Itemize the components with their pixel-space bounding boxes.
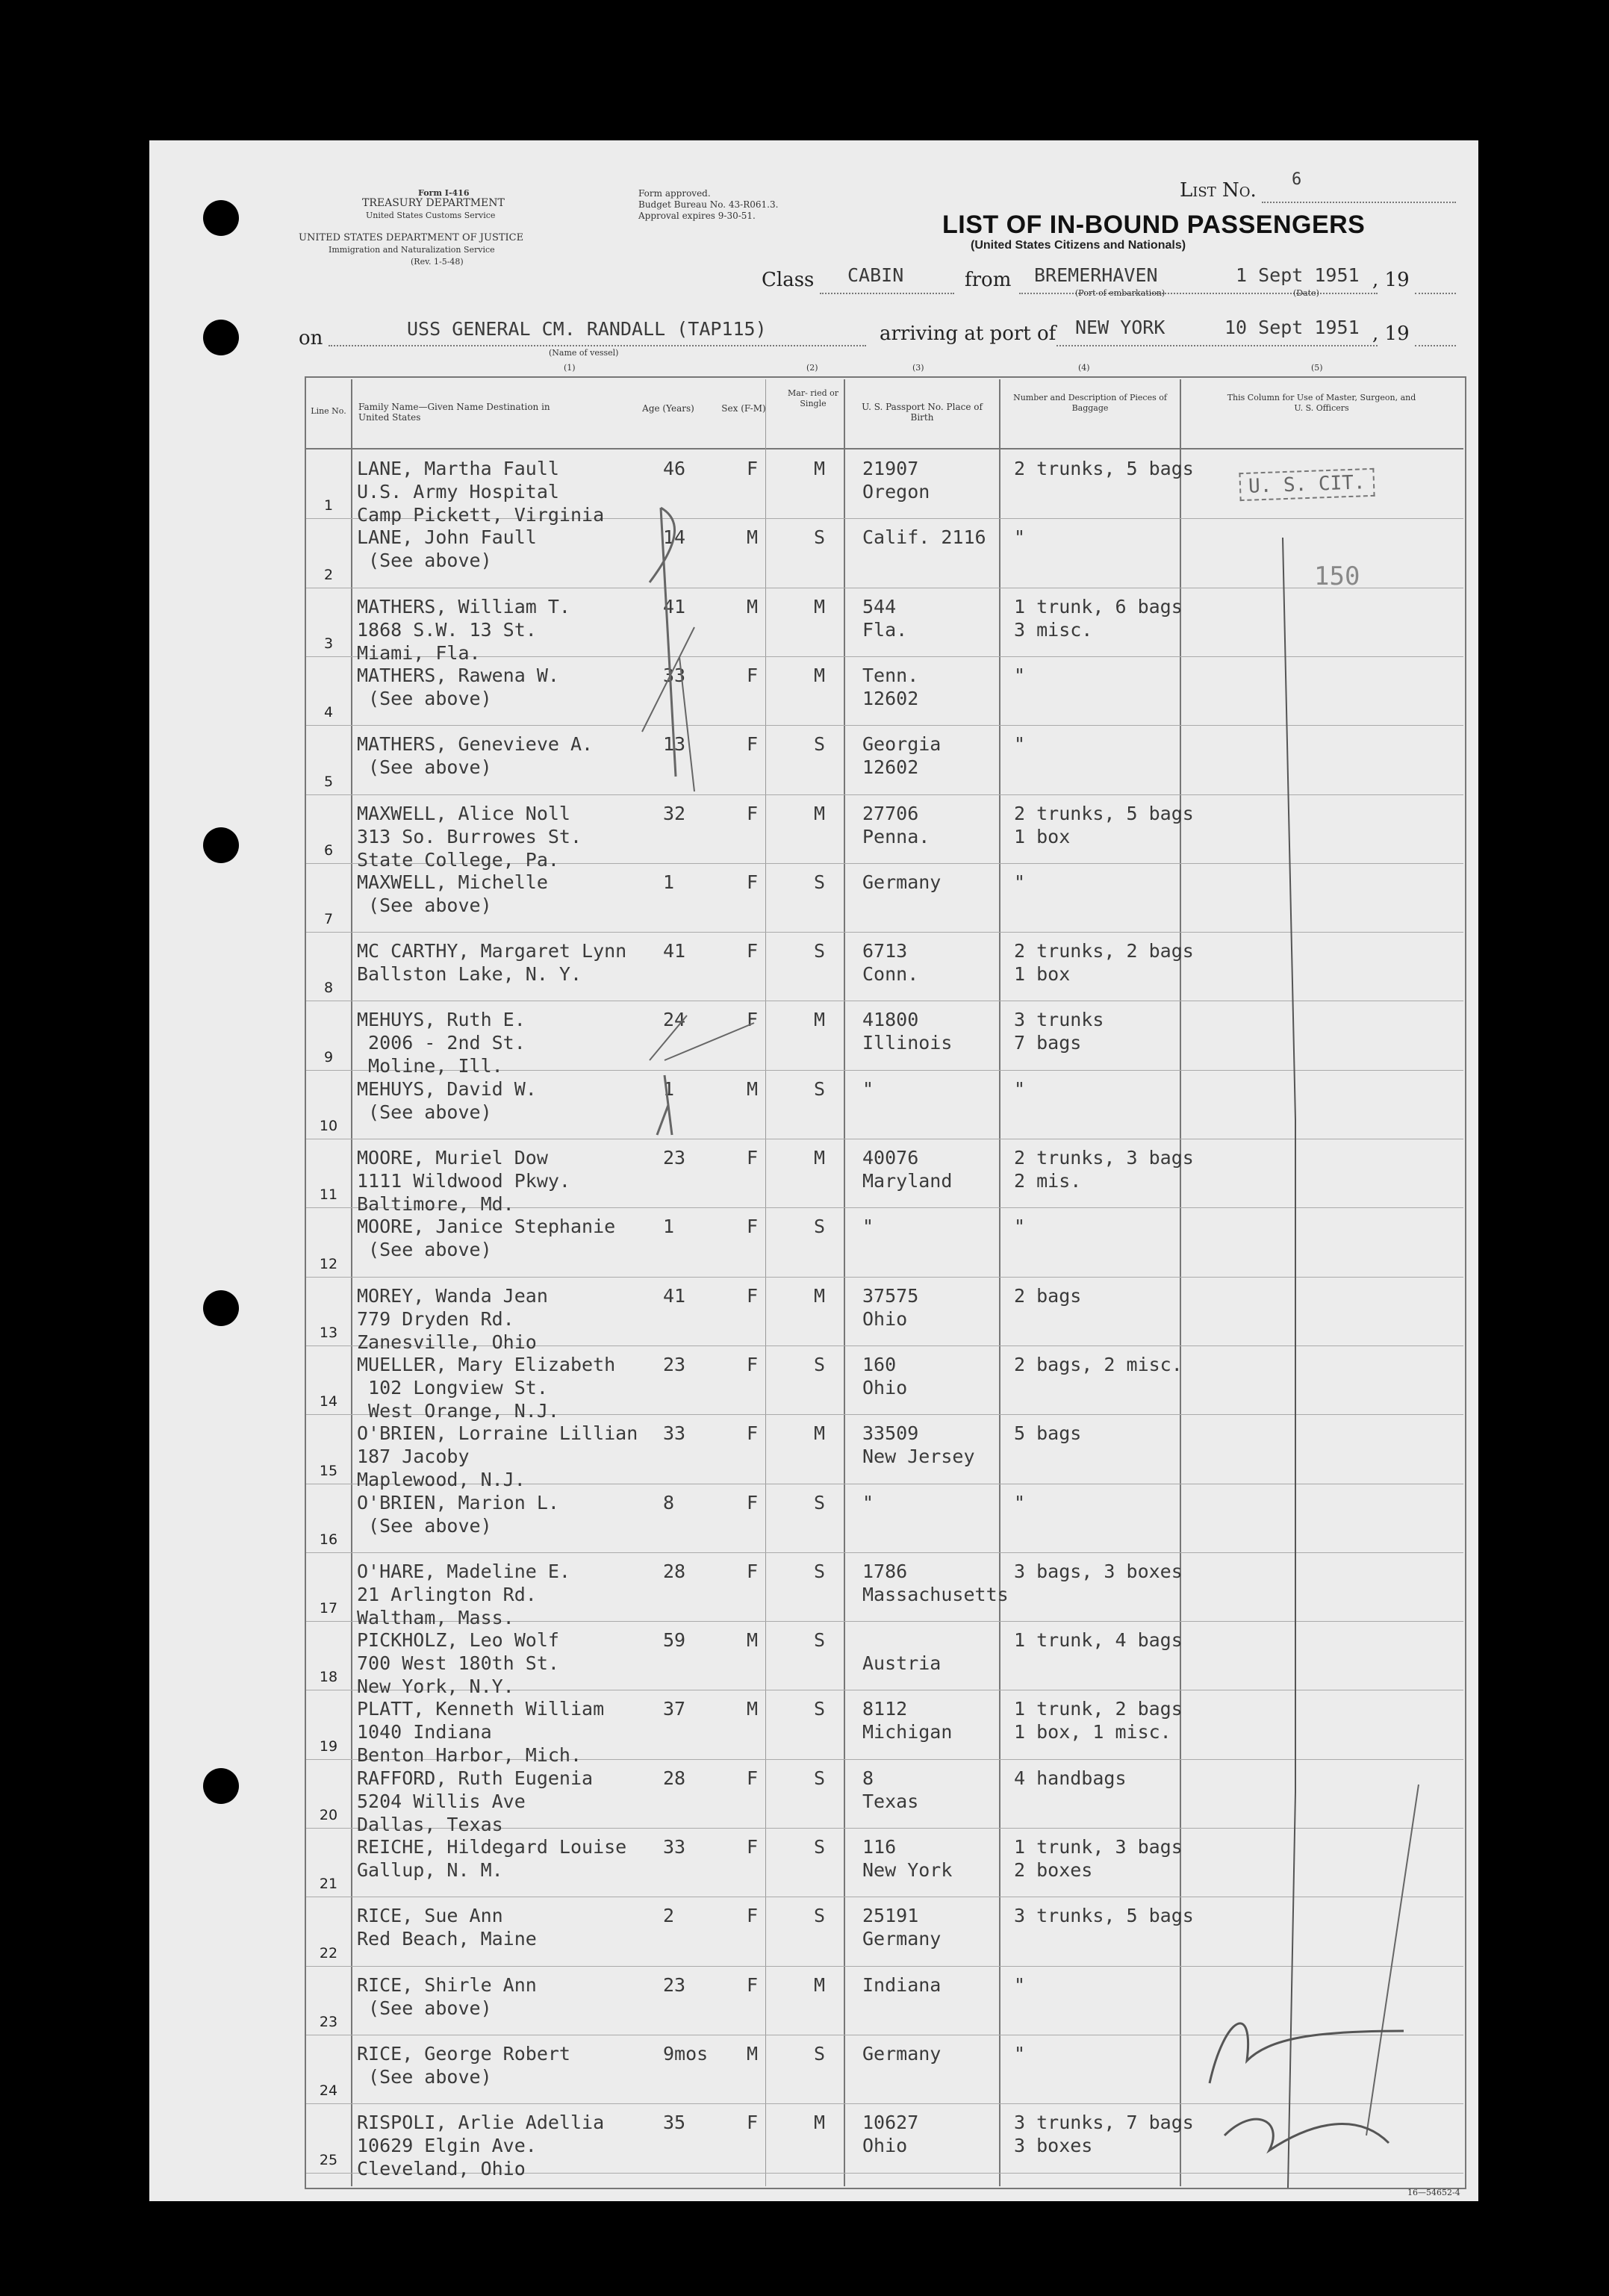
baggage-description: 2 trunks, 5 bags 1 box [1014, 802, 1194, 847]
passenger-name-destination: RAFFORD, Ruth Eugenia 5204 Willis Ave Dallas, Texas [357, 1767, 594, 1835]
column-rule [351, 379, 352, 2186]
embarkation-caption: (Port of embarkation) [1075, 288, 1165, 298]
passenger-sex: F [747, 1491, 759, 1513]
list-number: 6 [1292, 170, 1302, 189]
line-number: 3 [323, 635, 334, 652]
passenger-age: 33 [663, 664, 686, 686]
page-title: LIST OF IN-BOUND PASSENGERS [942, 211, 1366, 239]
dept-justice: UNITED STATES DEPARTMENT OF JUSTICE [299, 232, 524, 243]
from-label: from [965, 269, 1012, 291]
passport-birthplace: 160 Ohio [862, 1353, 908, 1399]
marital-status: M [814, 664, 826, 686]
row-separator [306, 1966, 1463, 1967]
punch-hole [203, 320, 239, 355]
passport-birthplace: 27706 Penna. [862, 802, 930, 847]
line-number: 18 [319, 1669, 338, 1686]
year-suffix: , 19 [1372, 269, 1410, 291]
marital-status: S [814, 1836, 826, 1858]
marital-status: M [814, 802, 826, 824]
from-port: BREMERHAVEN [1034, 264, 1158, 286]
row-separator [306, 932, 1463, 933]
col-header-name: Family Name—Given Name Destination in United States [358, 402, 550, 423]
date-caption: (Date) [1293, 288, 1319, 298]
citizen-stamp: U. S. CIT. [1239, 468, 1375, 501]
marital-status: S [814, 1698, 826, 1720]
passport-birthplace: " [862, 1077, 874, 1100]
punch-hole [203, 1290, 239, 1326]
port-line [1056, 345, 1378, 346]
passenger-sex: F [747, 1836, 759, 1858]
baggage-description: 5 bags [1014, 1422, 1082, 1445]
passenger-name-destination: MATHERS, Genevieve A. (See above) [357, 733, 594, 779]
passport-birthplace: 8112 Michigan [862, 1698, 953, 1743]
marital-status: S [814, 526, 826, 549]
passport-birthplace: 116 New York [862, 1836, 953, 1881]
passport-birthplace: Austria [862, 1652, 942, 1675]
passenger-age: 13 [663, 733, 686, 756]
passport-birthplace: Indiana [862, 1973, 942, 1996]
passport-birthplace: 33509 New Jersey [862, 1422, 975, 1468]
baggage-description: 2 trunks, 3 bags 2 mis. [1014, 1147, 1194, 1192]
arriving-label: arriving at port of [880, 323, 1056, 345]
marital-status: S [814, 1216, 826, 1238]
col-header-passport: U. S. Passport No. Place of Birth [862, 402, 983, 423]
line-number: 23 [319, 2013, 338, 2030]
approval-line: Budget Bureau No. 43-R061.3. [638, 199, 779, 210]
passenger-age: 14 [663, 526, 686, 549]
baggage-description: 2 bags, 2 misc. [1014, 1353, 1183, 1375]
baggage-description: " [1014, 1491, 1026, 1513]
line-number: 21 [319, 1876, 338, 1893]
footer-code: 16—54652-4 [1407, 2188, 1460, 2197]
passenger-sex: M [747, 595, 759, 617]
passenger-name-destination: O'BRIEN, Lorraine Lillian 187 Jacoby Maplewood, N.J. [357, 1422, 638, 1491]
row-separator [306, 1277, 1463, 1278]
line-number: 7 [323, 911, 334, 928]
marital-status: M [814, 1284, 826, 1307]
marital-status: M [814, 1973, 826, 1996]
passenger-sex: F [747, 733, 759, 756]
year-suffix-2: , 19 [1372, 323, 1410, 345]
passenger-sex: F [747, 1009, 759, 1031]
passport-birthplace: " [862, 1491, 874, 1513]
passenger-age: 9mos [663, 2042, 709, 2065]
passport-birthplace: 25191 Germany [862, 1905, 942, 1950]
passenger-name-destination: MATHERS, William T. 1868 S.W. 13 St. Miami, Fla. [357, 595, 570, 664]
from-line [1019, 293, 1378, 294]
passport-birthplace: 8 Texas [862, 1767, 919, 1812]
passport-birthplace: 10627 Ohio [862, 2112, 919, 2157]
baggage-description: " [1014, 1973, 1026, 1996]
marital-status: S [814, 1767, 826, 1789]
class-line [820, 293, 954, 294]
list-number-line [1262, 202, 1456, 203]
passenger-sex: F [747, 1353, 759, 1375]
passenger-age: 37 [663, 1698, 686, 1720]
marital-status: M [814, 458, 826, 479]
baggage-description: " [1014, 871, 1026, 893]
baggage-description: 4 handbags [1014, 1767, 1127, 1789]
col-header-line: Line No. [311, 406, 346, 416]
passenger-age: 24 [663, 1009, 686, 1031]
column-number: (4) [1078, 363, 1090, 373]
column-rule [999, 379, 1000, 2186]
passenger-sex: M [747, 526, 759, 549]
baggage-description: " [1014, 733, 1026, 756]
baggage-description: 1 trunk, 4 bags [1014, 1629, 1183, 1652]
passenger-name-destination: MEHUYS, David W. (See above) [357, 1077, 537, 1123]
passenger-name-destination: RISPOLI, Arlie Adellia 10629 Elgin Ave. Cleveland, Ohio [357, 2112, 605, 2180]
passport-birthplace: 21907 Oregon [862, 458, 930, 503]
passport-birthplace: 6713 Conn. [862, 940, 919, 986]
year-line [1415, 293, 1456, 294]
row-separator [306, 1552, 1463, 1553]
line-number: 14 [319, 1393, 338, 1410]
line-number: 24 [319, 2082, 338, 2100]
passport-birthplace: 37575 Ohio [862, 1284, 919, 1330]
line-number: 10 [319, 1118, 338, 1134]
approval-line: Form approved. [638, 188, 711, 199]
line-number: 2 [323, 566, 334, 583]
passenger-age: 35 [663, 2112, 686, 2134]
class-label: Class [762, 269, 815, 291]
passenger-sex: M [747, 1629, 759, 1652]
line-number: 4 [323, 704, 334, 721]
line-number: 16 [319, 1531, 338, 1548]
passport-birthplace: 544 Fla. [862, 595, 908, 641]
passenger-name-destination: PICKHOLZ, Leo Wolf 700 West 180th St. New York, N.Y. [357, 1629, 559, 1698]
passenger-name-destination: MAXWELL, Alice Noll 313 So. Burrowes St. State College, Pa. [357, 802, 582, 871]
marital-status: S [814, 1629, 826, 1652]
passenger-name-destination: O'BRIEN, Marion L. (See above) [357, 1491, 559, 1537]
line-number: 1 [323, 497, 334, 514]
row-separator [306, 794, 1463, 795]
baggage-description: 3 bags, 3 boxes [1014, 1560, 1183, 1582]
passenger-age: 59 [663, 1629, 686, 1652]
marital-status: M [814, 595, 826, 617]
column-number: (3) [912, 363, 924, 373]
vessel-name: USS GENERAL CM. RANDALL (TAP115) [407, 318, 767, 340]
passenger-sex: F [747, 1147, 759, 1169]
passenger-sex: M [747, 2042, 759, 2065]
column-number: (1) [564, 363, 576, 373]
row-separator [306, 725, 1463, 726]
baggage-description: 2 trunks, 2 bags 1 box [1014, 940, 1194, 986]
column-rule [765, 379, 766, 2186]
marital-status: M [814, 1009, 826, 1031]
passport-birthplace: Calif. 2116 [862, 526, 986, 549]
passenger-sex: F [747, 1422, 759, 1445]
passenger-age: 23 [663, 1147, 686, 1169]
baggage-description: " [1014, 1077, 1026, 1100]
column-number: (2) [806, 363, 818, 373]
marital-status: S [814, 1353, 826, 1375]
line-number: 20 [319, 1807, 338, 1823]
line-number: 19 [319, 1737, 338, 1755]
passenger-age: 41 [663, 1284, 686, 1307]
punch-hole [203, 827, 239, 863]
passenger-sex: F [747, 2112, 759, 2134]
line-number: 12 [319, 1255, 338, 1272]
line-number: 9 [323, 1048, 334, 1065]
col-header-baggage: Number and Description of Pieces of Baggage [1013, 393, 1167, 413]
col-header-sex: Sex (F-M) [721, 403, 766, 414]
page-subtitle: (United States Citizens and Nationals) [971, 239, 1186, 252]
passenger-name-destination: MOORE, Muriel Dow 1111 Wildwood Pkwy. Baltimore, Md. [357, 1147, 570, 1215]
passport-birthplace: 1786 Massachusetts [862, 1560, 1009, 1605]
passenger-age: 46 [663, 458, 686, 479]
baggage-description: 2 bags [1014, 1284, 1082, 1307]
line-number: 6 [323, 841, 334, 859]
dept-customs: United States Customs Service [366, 211, 496, 220]
baggage-description: " [1014, 1216, 1026, 1238]
row-separator [306, 2103, 1463, 2104]
passenger-sex: F [747, 1560, 759, 1582]
passenger-name-destination: MATHERS, Rawena W. (See above) [357, 664, 559, 709]
passport-birthplace: 40076 Maryland [862, 1147, 953, 1192]
column-rule [844, 379, 845, 2186]
line-number: 17 [319, 1600, 338, 1617]
from-date: 1 Sept 1951 [1236, 264, 1360, 286]
arrival-port: NEW YORK [1075, 317, 1165, 338]
punch-hole [203, 200, 239, 236]
passenger-name-destination: MAXWELL, Michelle (See above) [357, 871, 548, 916]
passenger-name-destination: RICE, George Robert (See above) [357, 2042, 570, 2088]
passenger-age: 23 [663, 1973, 686, 1996]
passport-birthplace: Georgia 12602 [862, 733, 942, 779]
passport-birthplace: 41800 Illinois [862, 1009, 953, 1054]
line-number: 8 [323, 980, 334, 997]
baggage-description: " [1014, 2042, 1026, 2065]
passenger-age: 33 [663, 1422, 686, 1445]
passenger-sex: F [747, 1284, 759, 1307]
baggage-description: " [1014, 526, 1026, 549]
col-header-officers: This Column for Use of Master, Surgeon, and U. S. Officers [1227, 393, 1416, 413]
passenger-age: 33 [663, 1836, 686, 1858]
passport-birthplace: Germany [862, 2042, 942, 2065]
marital-status: M [814, 1147, 826, 1169]
baggage-description: 2 trunks, 5 bags [1014, 458, 1194, 479]
passenger-name-destination: MUELLER, Mary Elizabeth 102 Longview St. West Orange, N.J. [357, 1353, 616, 1422]
passenger-sex: F [747, 1767, 759, 1789]
passenger-sex: F [747, 940, 759, 962]
passenger-age: 28 [663, 1767, 686, 1789]
line-number: 5 [323, 773, 334, 790]
col-header-age: Age (Years) [642, 403, 694, 414]
officer-count: 150 [1314, 561, 1360, 591]
passenger-name-destination: PLATT, Kenneth William 1040 Indiana Benton Harbor, Mich. [357, 1698, 605, 1767]
marital-status: M [814, 2112, 826, 2134]
line-number: 25 [319, 2151, 338, 2168]
passenger-age: 23 [663, 1353, 686, 1375]
punch-hole [203, 1768, 239, 1804]
passenger-name-destination: MOREY, Wanda Jean 779 Dryden Rd. Zanesville, Ohio [357, 1284, 548, 1353]
passport-birthplace: Tenn. 12602 [862, 664, 919, 709]
passenger-name-destination: LANE, Martha Faull U.S. Army Hospital Camp Pickett, Virginia [357, 458, 605, 526]
passenger-name-destination: MOORE, Janice Stephanie (See above) [357, 1216, 616, 1261]
passenger-age: 1 [663, 871, 675, 893]
passenger-sex: F [747, 802, 759, 824]
passenger-age: 1 [663, 1077, 675, 1100]
col-header-married: Mar- ried or Single [788, 388, 838, 408]
dept-treasury: TREASURY DEPARTMENT [362, 197, 505, 209]
passenger-name-destination: LANE, John Faull (See above) [357, 526, 537, 572]
marital-status: S [814, 940, 826, 962]
passenger-age: 8 [663, 1491, 675, 1513]
passenger-name-destination: RICE, Shirle Ann (See above) [357, 1973, 537, 2019]
list-number-label: List No. [1180, 179, 1257, 202]
passenger-age: 1 [663, 1216, 675, 1238]
marital-status: S [814, 1491, 826, 1513]
marital-status: S [814, 1560, 826, 1582]
baggage-description: 1 trunk, 3 bags 2 boxes [1014, 1836, 1183, 1881]
baggage-description: 1 trunk, 6 bags 3 misc. [1014, 595, 1183, 641]
passenger-name-destination: MC CARTHY, Margaret Lynn Ballston Lake, N. Y. [357, 940, 627, 986]
passenger-name-destination: REICHE, Hildegard Louise Gallup, N. M. [357, 1836, 627, 1881]
arrival-date: 10 Sept 1951 [1224, 317, 1360, 338]
baggage-description: 3 trunks 7 bags [1014, 1009, 1104, 1054]
dept-immigration: Immigration and Naturalization Service [329, 245, 495, 255]
passenger-sex: F [747, 458, 759, 479]
year-line-2 [1415, 345, 1456, 346]
passenger-sex: F [747, 1905, 759, 1927]
marital-status: S [814, 1905, 826, 1927]
passenger-sex: M [747, 1698, 759, 1720]
class-value: CABIN [847, 264, 904, 286]
passenger-sex: F [747, 664, 759, 686]
passenger-sex: F [747, 1973, 759, 1996]
passenger-age: 41 [663, 595, 686, 617]
passenger-age: 41 [663, 940, 686, 962]
baggage-description: 1 trunk, 2 bags 1 box, 1 misc. [1014, 1698, 1183, 1743]
passenger-name-destination: O'HARE, Madeline E. 21 Arlington Rd. Waltham, Mass. [357, 1560, 570, 1628]
line-number: 13 [319, 1324, 338, 1341]
vessel-line [329, 345, 866, 346]
on-label: on [299, 327, 323, 349]
passport-birthplace: Germany [862, 871, 942, 893]
baggage-description: 3 trunks, 5 bags [1014, 1905, 1194, 1927]
passenger-name-destination: RICE, Sue Ann Red Beach, Maine [357, 1905, 537, 1950]
line-number: 22 [319, 1944, 338, 1961]
marital-status: S [814, 1077, 826, 1100]
header-rule [305, 448, 1463, 449]
passenger-age: 2 [663, 1905, 675, 1927]
line-number: 15 [319, 1462, 338, 1479]
marital-status: S [814, 2042, 826, 2065]
passenger-sex: F [747, 1216, 759, 1238]
passport-birthplace: " [862, 1216, 874, 1238]
baggage-description: " [1014, 664, 1026, 686]
passenger-age: 28 [663, 1560, 686, 1582]
line-number: 11 [319, 1186, 338, 1204]
marital-status: S [814, 871, 826, 893]
form-number: Form I-416 [418, 188, 470, 198]
marital-status: M [814, 1422, 826, 1445]
passenger-name-destination: MEHUYS, Ruth E. 2006 - 2nd St. Moline, Ill. [357, 1009, 526, 1077]
passenger-sex: F [747, 871, 759, 893]
marital-status: S [814, 733, 826, 756]
approval-line: Approval expires 9-30-51. [638, 211, 756, 221]
passenger-age: 32 [663, 802, 686, 824]
vessel-caption: (Name of vessel) [549, 348, 619, 358]
passenger-sex: M [747, 1077, 759, 1100]
form-revision: (Rev. 1-5-48) [411, 257, 464, 267]
baggage-description: 3 trunks, 7 bags 3 boxes [1014, 2112, 1194, 2157]
column-number: (5) [1311, 363, 1323, 373]
